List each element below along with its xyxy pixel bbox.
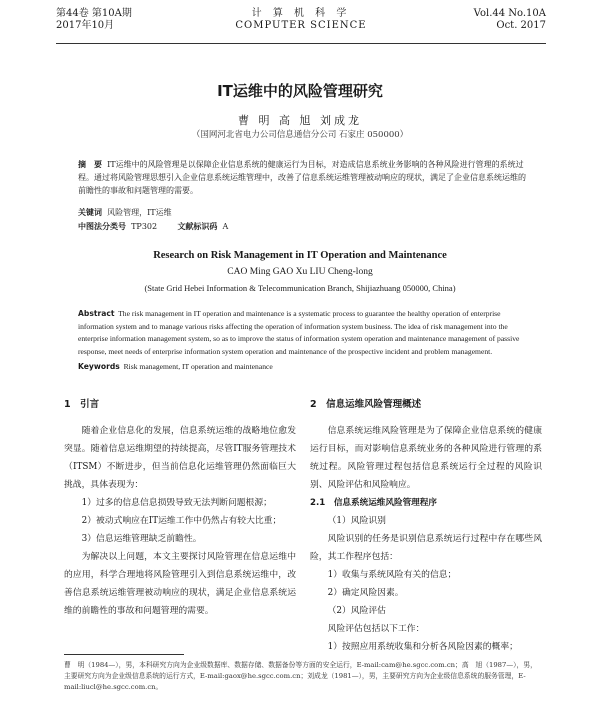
- list-item: 2）确定风险因素。: [327, 588, 404, 598]
- author-list-en: CAO Ming GAO Xu LIU Cheng-long: [227, 267, 373, 277]
- affiliation-en: (State Grid Hebei Information & Telecommunication Branch, Shijiazhuang 050000, China): [144, 283, 456, 293]
- volume-issue-en: [474, 8, 546, 32]
- keywords-en-label: Keywords: [78, 362, 120, 371]
- volume-issue-cn: 第44卷 第10A期: [56, 8, 132, 19]
- keywords-en-text: Risk management, IT operation and maintenance: [123, 362, 273, 371]
- journal-name: [56, 8, 546, 32]
- section-heading-introduction: 1 引言: [64, 399, 100, 410]
- paper-title: IT运维中的风险管理研究: [217, 82, 383, 100]
- clc-label: 中图法分类号: [78, 222, 126, 231]
- paragraph: 风险识别的任务是识别信息系统运行过程中存在哪些风险，其工作程序包括：: [310, 534, 542, 562]
- list-item: 3）信息运维管理缺乏前瞻性。: [81, 534, 202, 544]
- affiliation: （国网河北省电力公司信息通信分公司 石家庄 050000）: [191, 130, 409, 140]
- author-footnote: 曹 明（1984—），男，本科研究方向为企业级数据库、数据存储、数据备份等方面的安全运行，E-mail:cam@he.sgcc.com.cn；高 旭（1987—），男，主要研究方向为企业级信息系统的运行方式，E-mail:gaox@he.sgcc.com.cn；刘成龙（1981—），男，主要研究方向为企业级信息系统的服务管理，E-mail:liucl@he.sgcc.com.cn。: [64, 661, 537, 691]
- list-item: 2）被动式响应在IT运维工作中仍然占有较大比重；: [81, 516, 282, 526]
- list-item: （1）风险识别: [327, 516, 386, 526]
- subsection-heading: 2.1 信息系统运维风险管理程序: [310, 498, 437, 508]
- author-list: 曹 明 高 旭 刘成龙: [238, 114, 362, 127]
- doc-code-value: A: [222, 222, 229, 231]
- journal-name-en: COMPUTER SCIENCE: [235, 20, 367, 31]
- list-item: 1）收集与系统风险有关的信息；: [327, 570, 457, 580]
- doc-code-label: 文献标识码: [177, 222, 218, 231]
- date-cn: 2017年10月: [56, 20, 115, 31]
- keywords-cn: [78, 206, 530, 219]
- abstract-cn: [78, 158, 530, 197]
- list-item: （2）风险评估: [327, 606, 386, 616]
- paper-title-en: Research on Risk Management in IT Operation and Maintenance: [153, 250, 447, 261]
- paragraph: 风险评估包括以下工作：: [327, 624, 425, 634]
- abstract-text: IT运维中的风险管理是以保障企业信息系统的健康运行为目标，对造成信息系统业务影响的各种风险进行管理的系统过程。通过将风险管理思想引入企业信息系统运维管理中，改善了信息系统运维管理被动响应的现状，满足了企业信息系统运维的前瞻性的事故和问题管理的需要。: [78, 160, 526, 195]
- footnote-divider: [64, 654, 184, 655]
- paragraph: 为解决以上问题，本文主要探讨风险管理在信息运维中的应用，科学合理地将风险管理引入到信息系统运维中，改善信息系统运维管理被动响应的现状，满足企业信息系统运维的前瞻性的事故和问题管理的需要。: [64, 552, 296, 616]
- paragraph: 信息系统运维风险管理是为了保障企业信息系统的健康运行目标，而对影响信息系统业务的各种风险进行管理的系统过程。风险管理过程包括信息系统运行全过程的风险识别、风险评估和风险响应。: [310, 426, 542, 490]
- right-column: [310, 396, 542, 656]
- list-item: 1）按照应用系统收集和分析各风险因素的概率；: [327, 642, 518, 652]
- left-column: [64, 396, 296, 620]
- abstract-en-label: Abstract: [78, 309, 115, 318]
- abstract-en: [78, 308, 530, 358]
- abstract-en-text: The risk management in IT operation and maintenance is a systematic process to guarantee the healthy operation of enterprise information system and to manage various risks affecting the operation of information system business. The idea of risk management into the enterprise information management system, so as to improve the status of information system operation and maintenance management of passive response, meet needs of enterprise information system operation and maintenance of the prospective incident and problem management.: [78, 309, 520, 356]
- keywords-en: [78, 362, 530, 371]
- classification: [78, 220, 530, 233]
- date-en: Oct. 2017: [496, 20, 546, 31]
- journal-name-cn: 计 算 机 科 学: [251, 8, 351, 19]
- list-item: 1）过多的信息信息损毁导致无法判断问题根源；: [81, 498, 272, 508]
- running-header: [56, 8, 546, 44]
- clc-value: TP302: [131, 222, 158, 231]
- keywords-text: 风险管理，IT运维: [107, 208, 172, 217]
- section-heading-overview: 2 信息运维风险管理概述: [310, 399, 422, 410]
- volume-en: Vol.44 No.10A: [473, 8, 546, 19]
- keywords-label: 关键词: [78, 208, 102, 217]
- paragraph: 随着企业信息化的发展，信息系统运维的战略地位愈发突显。随着信息运维期望的持续提高，尽管IT服务管理技术（ITSM）不断进步，但当前信息化运维管理仍然面临巨大挑战，具体表现为：: [64, 426, 296, 490]
- abstract-label: 摘 要: [78, 160, 102, 169]
